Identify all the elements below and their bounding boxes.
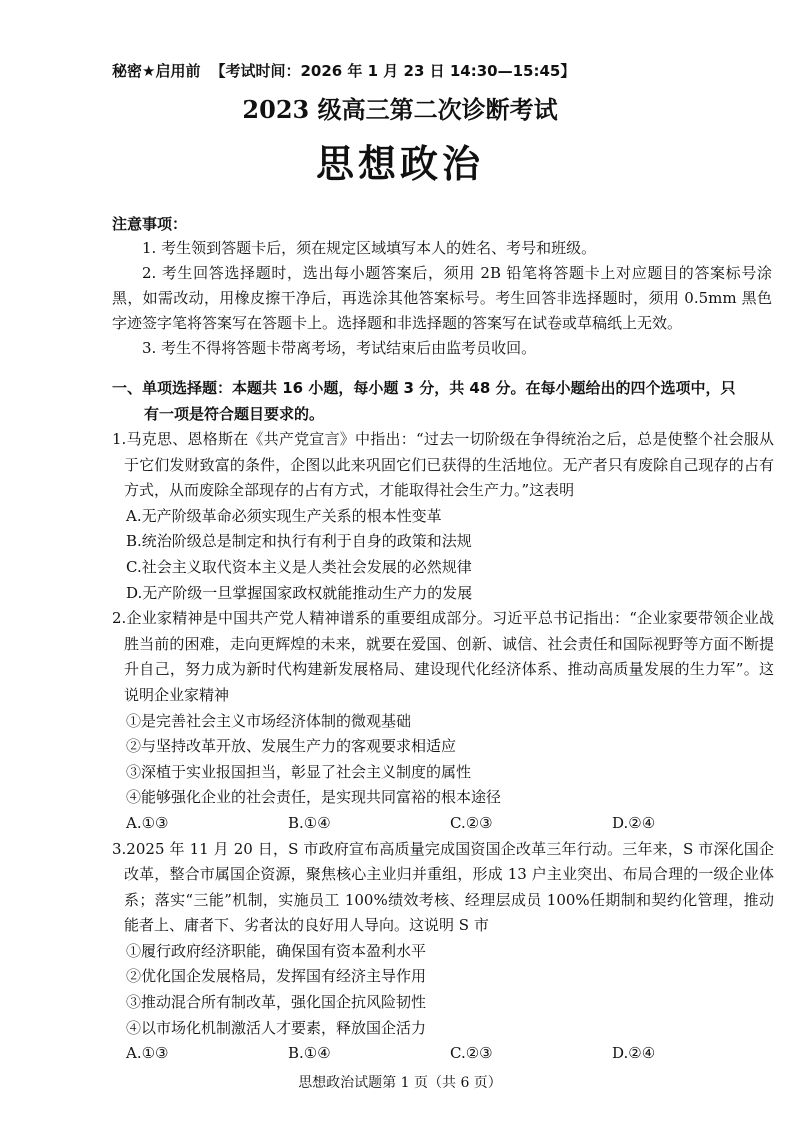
statement-3: ③深植于实业报国担当，彰显了社会主义制度的属性 — [126, 762, 472, 781]
section-heading-line2: 有一项是符合题目要求的。 — [144, 405, 325, 423]
option-b: B.统治阶级总是制定和执行有利于自身的政策和法规 — [126, 532, 472, 551]
secret-mark: 秘密★启用前 — [112, 62, 201, 80]
note-item: 1. 考生领到答题卡后，须在规定区域填写本人的姓名、考号和班级。 — [142, 239, 597, 257]
question-3 — [112, 837, 774, 1067]
choice-a: A.①③ — [126, 1044, 169, 1063]
exam-meta-line — [112, 60, 575, 81]
exam-title: 2023 级高三第二次诊断考试 — [242, 95, 558, 124]
statement-2: ②优化国企发展格局，发挥国有经济主导作用 — [126, 967, 427, 986]
statement-2: ②与坚持改革开放、发展生产力的客观要求相适应 — [126, 737, 457, 756]
note-item: 3. 考生不得将答题卡带离考场，考试结束后由监考员收回。 — [142, 339, 537, 357]
choice-b: B.①④ — [288, 1044, 331, 1063]
answer-choices — [112, 811, 774, 837]
statement-1: ①履行政府经济职能，确保国有资本盈利水平 — [126, 941, 427, 960]
choice-b: B.①④ — [288, 813, 331, 832]
question-stem: 1.马克思、恩格斯在《共产党宣言》中指出：“过去一切阶级在争得统治之后，总是使整个社会服从于它们发财致富的条件，企图以此来巩固它们已获得的生活地位。无产者只有废除自己现存的占有方式，从而废除全部现存的占有方式，才能取得社会生产力。”这表明 — [112, 430, 774, 500]
statement-4: ④能够强化企业的社会责任，是实现共同富裕的根本途径 — [126, 788, 502, 807]
note-item: 2. 考生回答选择题时，选出每小题答案后，须用 2B 铅笔将答题卡上对应题目的答案标号涂黑，如需改动，用橡皮擦干净后，再选涂其他答案标号。考生回答非选择题时，须用 0.5mm 黑色字迹签字笔将答案写在答题卡上。选择题和非选择题的答案写在试卷或草稿纸上无效。 — [112, 264, 772, 332]
choice-c: C.②③ — [450, 1044, 493, 1063]
section-heading — [112, 375, 772, 427]
notes-list — [112, 236, 772, 361]
choice-a: A.①③ — [126, 813, 169, 832]
statement-1: ①是完善社会主义市场经济体制的微观基础 — [126, 711, 412, 730]
section-heading-line1: 一、单项选择题：本题共 16 小题，每小题 3 分，共 48 分。在每小题给出的四个选项中，只 — [112, 379, 736, 397]
notes-heading: 注意事项： — [112, 215, 188, 233]
exam-subject: 思想政治 — [315, 142, 484, 186]
choice-d: D.②④ — [612, 813, 656, 832]
question-list — [112, 427, 774, 1067]
question-stem: 3.2025 年 11 月 20 日，S 市政府宣布高质量完成国资国企改革三年行动。三年来，S 市深化国企改革，整合市属国企资源，聚焦核心主业归并重组，形成 13 户主业突出、布局合理的一级企业体系；落实“三能”机制，实施员工 100%绩效考核、经理层成员 100%任期制和契约化管理，推动能者上、庸者下、劣者汰的良好用人导向。这说明 S 市 — [112, 839, 774, 935]
option-d: D.无产阶级一旦掌握国家政权就能推动生产力的发展 — [126, 583, 473, 602]
choice-d: D.②④ — [612, 1044, 656, 1063]
option-c: C.社会主义取代资本主义是人类社会发展的必然规律 — [126, 557, 472, 576]
page-footer: 思想政治试题第 1 页（共 6 页） — [298, 1075, 502, 1091]
exam-time: 【考试时间：2026 年 1 月 23 日 14:30—15:45】 — [210, 62, 576, 80]
statement-3: ③推动混合所有制改革，强化国企抗风险韧性 — [126, 993, 427, 1012]
answer-choices — [112, 1041, 774, 1067]
question-1 — [112, 427, 774, 606]
choice-c: C.②③ — [450, 813, 493, 832]
question-stem: 2.企业家精神是中国共产党人精神谱系的重要组成部分。习近平总书记指出：“企业家要带领企业战胜当前的困难，走向更辉煌的未来，就要在爱国、创新、诚信、社会责任和国际视野等方面不断提升自己，努力成为新时代构建新发展格局、建设现代化经济体系、推动高质量发展的生力军”。这说明企业家精神 — [112, 609, 774, 704]
question-2 — [112, 606, 774, 836]
option-a: A.无产阶级革命必须实现生产关系的根本性变革 — [126, 506, 442, 525]
statement-4: ④以市场化机制激活人才要素，释放国企活力 — [126, 1018, 427, 1037]
